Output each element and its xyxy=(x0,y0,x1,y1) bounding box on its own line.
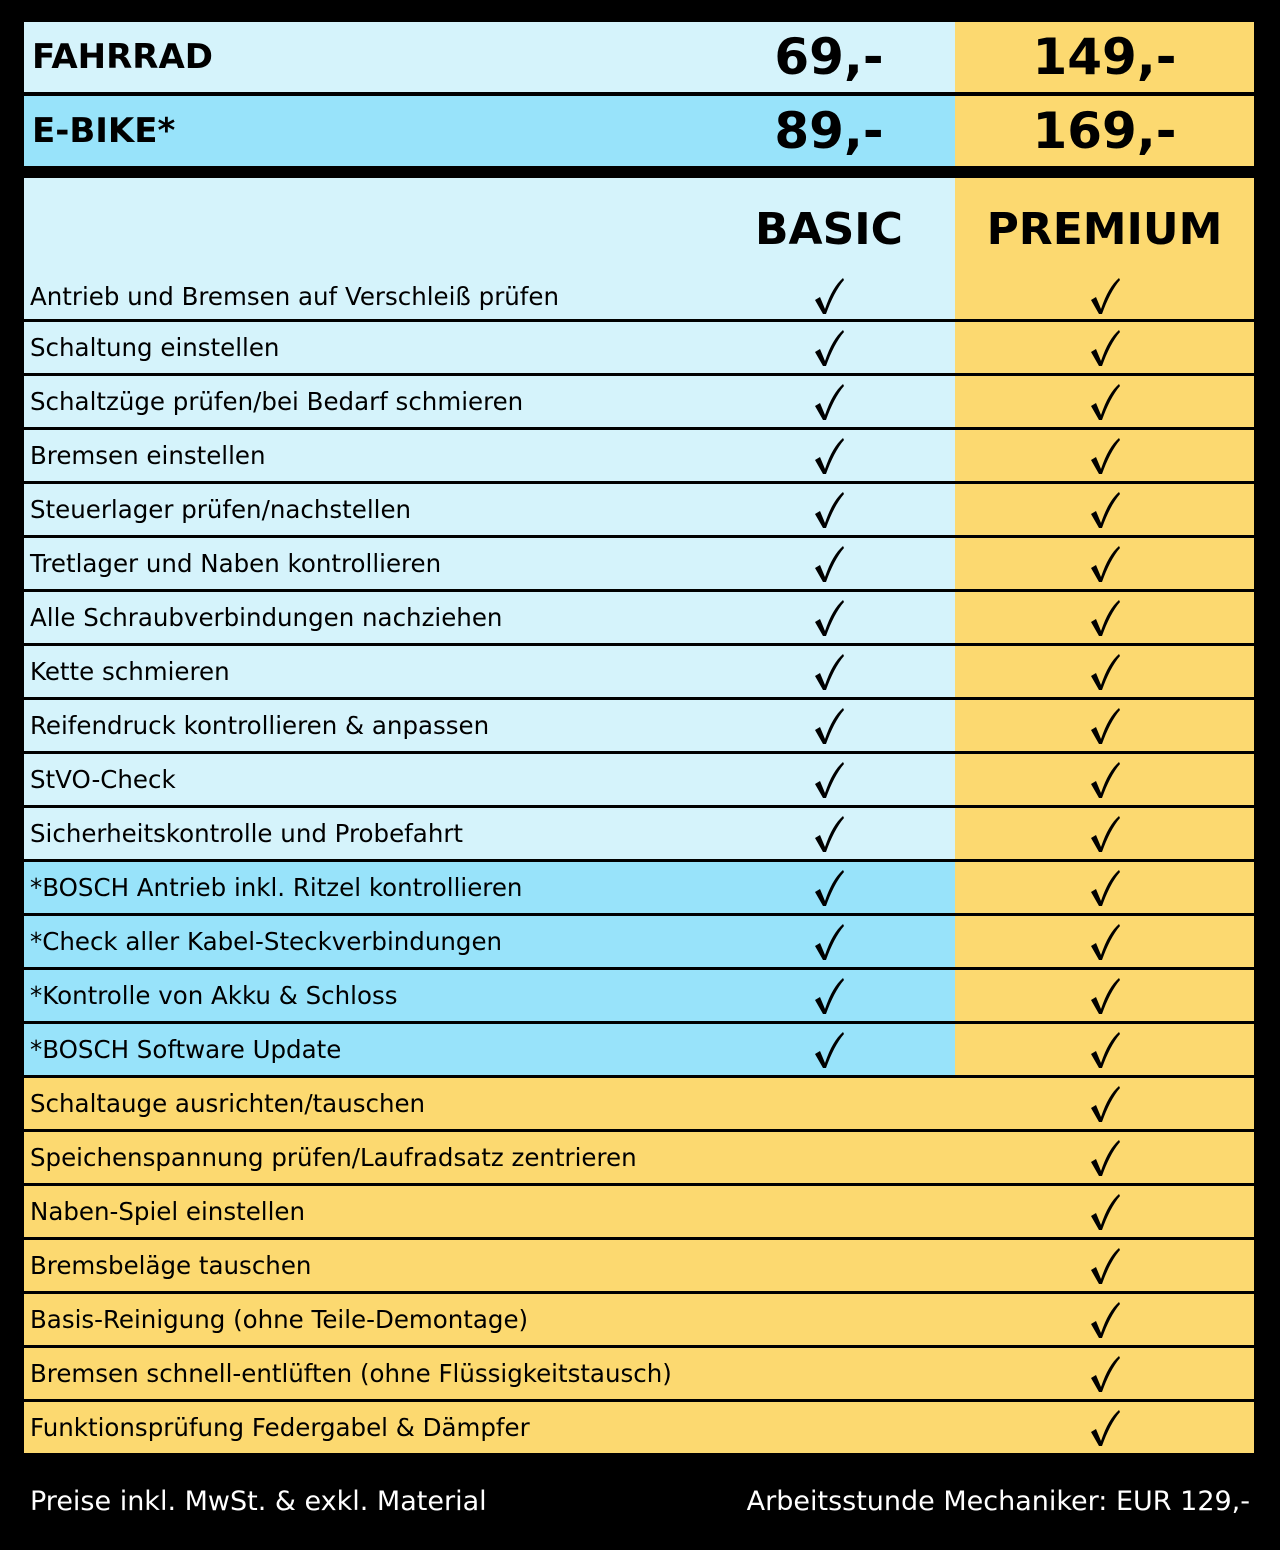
basic-check-cell xyxy=(729,538,929,589)
checkmark-icon xyxy=(1088,382,1122,422)
feature-row xyxy=(24,700,1254,754)
feature-label: Bremsbeläge tauschen xyxy=(24,1240,955,1291)
feature-label: Kette schmieren xyxy=(24,646,955,697)
checkmark-icon xyxy=(1088,1084,1122,1124)
footer xyxy=(30,1486,1250,1526)
feature-row xyxy=(24,538,1254,592)
feature-row xyxy=(24,592,1254,646)
price-rows xyxy=(24,22,1254,166)
feature-label: *BOSCH Antrieb inkl. Ritzel kontrollieren xyxy=(24,862,955,913)
price-row xyxy=(24,96,1254,166)
premium-check-cell xyxy=(955,592,1254,643)
premium-check-cell xyxy=(955,273,1254,319)
premium-check-cell xyxy=(955,754,1254,805)
checkmark-icon xyxy=(1088,1246,1122,1286)
feature-row xyxy=(24,808,1254,862)
basic-check-cell xyxy=(729,1024,929,1075)
checkmark-icon xyxy=(812,436,846,476)
feature-row xyxy=(24,430,1254,484)
checkmark-icon xyxy=(812,598,846,638)
divider xyxy=(24,170,1254,178)
premium-check-cell xyxy=(955,1186,1254,1237)
basic-check-cell xyxy=(729,916,929,967)
feature-row xyxy=(24,1132,1254,1186)
premium-check-cell xyxy=(955,1294,1254,1345)
checkmark-icon xyxy=(1088,706,1122,746)
feature-row xyxy=(24,970,1254,1024)
basic-check-cell xyxy=(729,808,929,859)
checkmark-icon xyxy=(1088,1030,1122,1070)
checkmark-icon xyxy=(1088,1192,1122,1232)
feature-row xyxy=(24,646,1254,700)
checkmark-icon xyxy=(812,382,846,422)
checkmark-icon xyxy=(1088,1408,1122,1448)
feature-label: Bremsen schnell-entlüften (ohne Flüssigkeitstausch) xyxy=(24,1348,955,1399)
footer-labor-rate: Arbeitsstunde Mechaniker: EUR 129,- xyxy=(746,1486,1250,1517)
feature-row xyxy=(24,1186,1254,1240)
plan-header-row xyxy=(24,178,1254,273)
feature-row xyxy=(24,322,1254,376)
feature-row xyxy=(24,273,1254,322)
basic-check-cell xyxy=(729,376,929,427)
price-table xyxy=(24,22,1254,1453)
checkmark-icon xyxy=(1088,328,1122,368)
feature-list xyxy=(24,273,1254,1453)
feature-label: Steuerlager prüfen/nachstellen xyxy=(24,484,955,535)
checkmark-icon xyxy=(1088,276,1122,316)
premium-check-cell xyxy=(955,646,1254,697)
checkmark-icon xyxy=(1088,436,1122,476)
checkmark-icon xyxy=(1088,922,1122,962)
price-basic: 89,- xyxy=(774,102,884,160)
feature-row xyxy=(24,1348,1254,1402)
premium-check-cell xyxy=(955,970,1254,1021)
checkmark-icon xyxy=(1088,490,1122,530)
checkmark-icon xyxy=(1088,1354,1122,1394)
premium-check-cell xyxy=(955,1078,1254,1129)
basic-check-cell xyxy=(729,862,929,913)
basic-check-cell xyxy=(729,646,929,697)
premium-check-cell xyxy=(955,430,1254,481)
premium-check-cell xyxy=(955,1132,1254,1183)
checkmark-icon xyxy=(812,328,846,368)
feature-label: Sicherheitskontrolle und Probefahrt xyxy=(24,808,955,859)
feature-row xyxy=(24,916,1254,970)
premium-check-cell xyxy=(955,1024,1254,1075)
basic-check-cell xyxy=(729,273,929,319)
premium-check-cell xyxy=(955,484,1254,535)
basic-check-cell xyxy=(729,754,929,805)
premium-check-cell xyxy=(955,1240,1254,1291)
price-premium: 149,- xyxy=(955,22,1254,92)
checkmark-icon xyxy=(812,276,846,316)
feature-label: StVO-Check xyxy=(24,754,955,805)
feature-row xyxy=(24,862,1254,916)
checkmark-icon xyxy=(812,490,846,530)
basic-check-cell xyxy=(729,322,929,373)
checkmark-icon xyxy=(1088,598,1122,638)
feature-label: Alle Schraubverbindungen nachziehen xyxy=(24,592,955,643)
feature-label: Schaltzüge prüfen/bei Bedarf schmieren xyxy=(24,376,955,427)
feature-label: Funktionsprüfung Federgabel & Dämpfer xyxy=(24,1402,955,1453)
price-row-label: FAHRRAD xyxy=(24,22,955,92)
checkmark-icon xyxy=(1088,1300,1122,1340)
premium-check-cell xyxy=(955,538,1254,589)
feature-row xyxy=(24,376,1254,430)
basic-check-cell xyxy=(729,700,929,751)
feature-label: *BOSCH Software Update xyxy=(24,1024,955,1075)
checkmark-icon xyxy=(812,706,846,746)
feature-label: Naben-Spiel einstellen xyxy=(24,1186,955,1237)
feature-label: *Kontrolle von Akku & Schloss xyxy=(24,970,955,1021)
checkmark-icon xyxy=(812,922,846,962)
checkmark-icon xyxy=(812,868,846,908)
plan-premium-title: PREMIUM xyxy=(955,178,1254,273)
footer-price-note: Preise inkl. MwSt. & exkl. Material xyxy=(30,1486,487,1517)
checkmark-icon xyxy=(1088,1138,1122,1178)
feature-label: Schaltauge ausrichten/tauschen xyxy=(24,1078,955,1129)
checkmark-icon xyxy=(812,976,846,1016)
feature-label: *Check aller Kabel-Steckverbindungen xyxy=(24,916,955,967)
checkmark-icon xyxy=(1088,652,1122,692)
feature-label: Tretlager und Naben kontrollieren xyxy=(24,538,955,589)
basic-check-cell xyxy=(729,592,929,643)
feature-label: Antrieb und Bremsen auf Verschleiß prüfen xyxy=(24,273,955,319)
premium-check-cell xyxy=(955,322,1254,373)
checkmark-icon xyxy=(812,1030,846,1070)
checkmark-icon xyxy=(1088,544,1122,584)
price-row-label: E-BIKE* xyxy=(24,96,955,166)
basic-check-cell xyxy=(729,970,929,1021)
basic-check-cell xyxy=(729,430,929,481)
feature-row xyxy=(24,1402,1254,1453)
checkmark-icon xyxy=(1088,760,1122,800)
premium-check-cell xyxy=(955,1348,1254,1399)
feature-label: Speichenspannung prüfen/Laufradsatz zentrieren xyxy=(24,1132,955,1183)
feature-row xyxy=(24,1240,1254,1294)
feature-row xyxy=(24,754,1254,808)
price-row xyxy=(24,22,1254,92)
premium-check-cell xyxy=(955,1402,1254,1453)
feature-row xyxy=(24,1024,1254,1078)
feature-row xyxy=(24,1078,1254,1132)
premium-check-cell xyxy=(955,376,1254,427)
feature-label: Schaltung einstellen xyxy=(24,322,955,373)
checkmark-icon xyxy=(812,760,846,800)
checkmark-icon xyxy=(1088,814,1122,854)
price-basic: 69,- xyxy=(774,28,884,86)
checkmark-icon xyxy=(1088,868,1122,908)
premium-check-cell xyxy=(955,862,1254,913)
checkmark-icon xyxy=(1088,976,1122,1016)
feature-row xyxy=(24,1294,1254,1348)
checkmark-icon xyxy=(812,544,846,584)
premium-check-cell xyxy=(955,916,1254,967)
checkmark-icon xyxy=(812,652,846,692)
premium-check-cell xyxy=(955,700,1254,751)
price-premium: 169,- xyxy=(955,96,1254,166)
feature-label: Reifendruck kontrollieren & anpassen xyxy=(24,700,955,751)
feature-label: Bremsen einstellen xyxy=(24,430,955,481)
plan-basic-title: BASIC xyxy=(755,204,903,255)
feature-label: Basis-Reinigung (ohne Teile-Demontage) xyxy=(24,1294,955,1345)
feature-row xyxy=(24,484,1254,538)
checkmark-icon xyxy=(812,814,846,854)
basic-check-cell xyxy=(729,484,929,535)
premium-check-cell xyxy=(955,808,1254,859)
